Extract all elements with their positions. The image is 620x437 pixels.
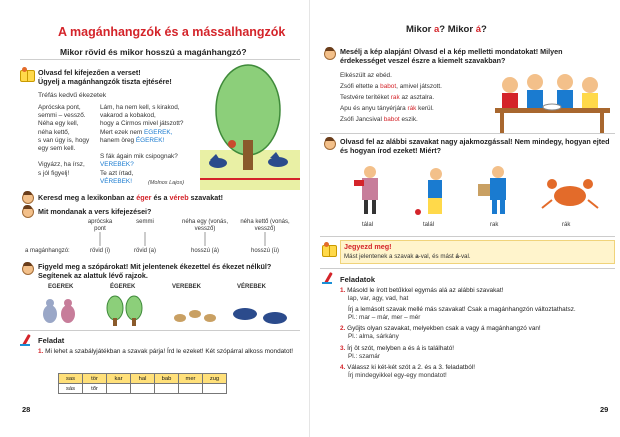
word-pair-illustrations xyxy=(30,292,300,328)
picture-word-3: rak xyxy=(490,222,499,228)
poem-line: hogy a Cirmos mivel játszott? xyxy=(100,120,184,128)
think-head-icon xyxy=(20,205,34,218)
picture-word-2: talál xyxy=(423,222,435,228)
book-icon xyxy=(20,70,35,82)
exercise-1-question: Olvasd fel kifejezően a verset! Ügyelj a magánhangzók tiszta ejtésére! xyxy=(38,68,172,86)
table-cell: kar xyxy=(107,374,131,384)
table-cell xyxy=(155,384,179,394)
divider xyxy=(320,133,615,134)
picture-words-illustration xyxy=(340,160,615,220)
poem-column-1 xyxy=(38,104,96,178)
sentence: Zsófi eltette a babot, amivel játszott. xyxy=(340,83,442,90)
poem-line: s jól figyelj! xyxy=(38,169,70,177)
expr-value-1: rövid (i) xyxy=(89,248,110,254)
page-title: Mikor a? Mikor á? xyxy=(406,24,487,35)
observe-head-icon xyxy=(20,262,34,275)
word-pair-2: ÉGEREK xyxy=(110,284,136,290)
sparrows-illustration xyxy=(174,310,216,322)
expr-connector-lines xyxy=(60,232,300,250)
table-row xyxy=(59,374,227,384)
table-cell: tör xyxy=(83,374,107,384)
exercise-4-question: Figyeld meg a szópárokat! Mit jelentenek ékezettel és ékezet nélkül? Segítenek az alattuk lévő rajzok. xyxy=(38,262,272,280)
poem-line: hanem öreg ÉGEREK! xyxy=(100,136,165,144)
table-cell: sás xyxy=(59,384,83,394)
sentence: Apu és anyu tányérjára rák kerül. xyxy=(340,105,434,112)
word-table xyxy=(58,373,227,394)
poem-line: vakarod a kobakod, xyxy=(100,112,156,120)
tree-illustration xyxy=(200,60,300,190)
table-cell: tőr xyxy=(83,384,107,394)
poem-line: s van úgy is, hogy xyxy=(38,136,90,144)
pen-icon xyxy=(322,272,336,285)
expr-header-2: semmi xyxy=(136,219,154,225)
crab xyxy=(542,179,598,208)
divider xyxy=(320,236,615,237)
table-cell xyxy=(131,384,155,394)
expr-value-3: hosszú (á) xyxy=(190,248,219,254)
task-item: 1. Másold le írott betűkkel egymás alá az alábbi szavakat! lap, var, agy, vad, hat xyxy=(340,287,504,303)
exercise-3-question: Mit mondanak a vers kifejezései? xyxy=(38,207,152,216)
table-cell: hal xyxy=(131,374,155,384)
poem-author: (Molnos Lajos) xyxy=(148,180,185,186)
task-1: 1. Mi lehet a szabályjátékban a szavak párja! Írd le ezeket! Két szópárral alkoss mondatot! xyxy=(38,348,294,355)
word-pair-4: VÉREBEK xyxy=(237,284,267,290)
note-body: Mást jelentenek a szavak a-val, és mást á-val. xyxy=(344,253,471,260)
story-head-icon xyxy=(322,47,336,60)
expr-header-3: néha egy (vonás, vessző) xyxy=(181,219,229,232)
poem-line: néha kettő, xyxy=(38,128,70,136)
pen-icon xyxy=(20,334,34,347)
poem-line: S fák ágain mik csipognak? xyxy=(100,153,178,161)
poem-line: Vigyázz, ha írsz, xyxy=(38,161,85,169)
speak-head-icon xyxy=(322,137,336,150)
task-item: 2. Gyűjts olyan szavakat, melyekben csak a vagy á magánhangzó van! Pl.: alma, sárkány xyxy=(340,325,541,341)
page-subtitle: Mikor rövid és mikor hosszú a magánhangzó? xyxy=(60,47,247,57)
packing-man xyxy=(478,166,506,214)
family-dinner-illustration xyxy=(490,70,615,135)
sentence: Testvére terítéket rak az asztalra. xyxy=(340,94,435,101)
poem-line: Mert ezek nem EGEREK, xyxy=(100,128,173,136)
sentence-list xyxy=(340,72,500,127)
table-cell xyxy=(179,384,203,394)
divider xyxy=(20,330,300,331)
tree-trunk xyxy=(243,140,253,170)
word-pair-3: VEREBEK xyxy=(172,284,202,290)
serving-woman xyxy=(354,166,378,214)
task-item: 3. Írj öt szót, melyben a és á is található! Pl.: szamár xyxy=(340,344,455,360)
table-cell xyxy=(203,384,227,394)
poem-line: semmi – vessző. xyxy=(38,112,86,120)
table-cell xyxy=(107,384,131,394)
poem-line xyxy=(100,145,210,153)
exercise-2-question: Keresd meg a lexikonban az éger és a véreb szavakat! xyxy=(38,193,224,202)
search-head-icon xyxy=(20,191,34,204)
poem-column-2 xyxy=(100,104,210,186)
poem-line: Te azt írtad, xyxy=(100,169,134,177)
poem-line: VEREBEK? xyxy=(100,161,134,169)
expr-value-4: hosszú (ü) xyxy=(250,248,279,254)
right-page xyxy=(310,0,620,437)
task-section-title: Feladat xyxy=(38,336,65,345)
task-item: Írj a lemásolt szavak mellé más szavakat! Csak a magánhangzón változtathatsz. Pl.: mar – már, mer – mér xyxy=(348,306,576,322)
exercise-2-question: Olvasd fel az alábbi szavakat nagy ajakmozgással! Nem mindegy, hogyan ejted és hogyan írod ezeket! Miért? xyxy=(340,137,610,155)
divider xyxy=(320,268,615,269)
expr-value-2: rövid (a) xyxy=(133,248,156,254)
expr-header-1: aprócska pont xyxy=(87,219,113,232)
page-number: 28 xyxy=(22,405,31,414)
note-title: Jegyezd meg! xyxy=(344,242,392,251)
task-item: 4. Válassz ki két-két szót a 2. és a 3. feladatból! Írj mindegyikkel egy-egy mondatot! xyxy=(340,363,475,379)
poem-line: egy sem kell. xyxy=(38,145,76,153)
bloodhounds-illustration xyxy=(233,308,287,324)
table-cell: zug xyxy=(203,374,227,384)
page-number: 29 xyxy=(600,405,609,414)
word-pair-1: EGEREK xyxy=(48,284,74,290)
table-row xyxy=(59,384,227,394)
task-section-title: Feladatok xyxy=(340,275,376,284)
finding-boy xyxy=(415,168,442,215)
picture-word-1: tálal xyxy=(362,222,374,228)
mice-illustration xyxy=(43,299,75,323)
poem-line: VÉREBEK! xyxy=(100,177,132,185)
picture-word-4: rák xyxy=(562,222,571,228)
poem-line: Aprócska pont, xyxy=(38,104,81,111)
page-title: A magánhangzók és a mássalhangzók xyxy=(58,25,286,39)
task-list xyxy=(340,287,615,383)
exercise-1-question: Mesélj a kép alapján! Olvasd el a kép melletti mondatokat! Milyen érdekességet veszel észre a kiemelt szavakban? xyxy=(340,47,563,65)
poem-line: Néha egy kell, xyxy=(38,120,79,128)
expr-row-label: a magánhangzó: xyxy=(25,248,70,254)
table-cell: mer xyxy=(179,374,203,384)
poem-line: Lám, ha nem kell, s kirakod, xyxy=(100,104,180,111)
poem-title: Tréfás kedvű ékezetek xyxy=(38,92,107,99)
alder-trees-illustration xyxy=(107,296,142,326)
expr-header-4: néha kettő (vonás, vessző) xyxy=(240,219,290,232)
poem-line xyxy=(38,153,96,161)
note-icon xyxy=(322,245,337,257)
table-cell: sas xyxy=(59,374,83,384)
table-cell: bab xyxy=(155,374,179,384)
sentence: Elkészült az ebéd. xyxy=(340,72,392,79)
sentence: Zsófi Jancsival babot eszik. xyxy=(340,116,418,123)
